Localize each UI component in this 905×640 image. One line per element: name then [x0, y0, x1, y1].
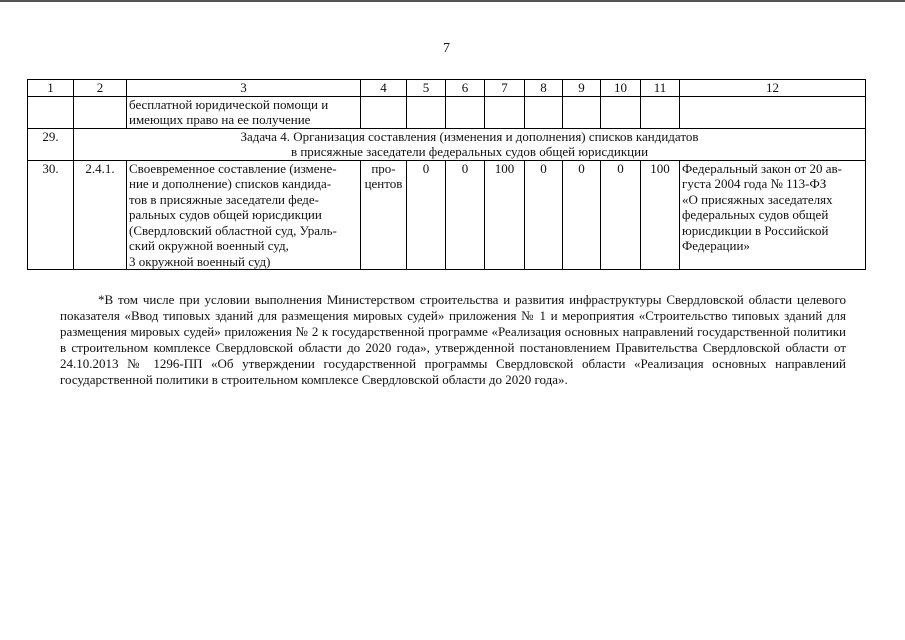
text-line: Федерации»: [682, 238, 750, 253]
table-row-task: [28, 128, 866, 160]
text-line: ский окружной военный суд,: [129, 238, 289, 253]
footnote: [60, 292, 846, 388]
footnote-text: *В том числе при условии выполнения Министерством строительства и развития инфраструктуры Свердловской области целевого показателя «Ввод типовых зданий для размещения мировых судей» приложения № 1 и мероприятия «Строительство типовых зданий для размещения мировых судей» приложения № 2 к государственной программе «Реализация основных направлений государственной политики в строительном комплексе Свердловской области до 2020 года», утвержденной постановлением Правительства Свердловской области от 24.10.2013 № 1296-ПП «Об утверждении государственной программы Свердловской области «Реализация основных направлений государственной политики в строительном комплексе Свердловской области до 2020 года».: [60, 292, 847, 387]
value-cell: 100: [641, 160, 680, 270]
targets-table: [27, 79, 866, 270]
header-cell: 11: [641, 80, 680, 97]
text-line: центов: [364, 176, 403, 191]
legal-source-cell: [680, 160, 866, 270]
header-cell: 5: [407, 80, 446, 97]
header-cell: 4: [361, 80, 407, 97]
text-line: имеющих право на ее получение: [129, 112, 311, 127]
text-line: про-: [371, 160, 396, 176]
header-cell: 9: [563, 80, 601, 97]
activity-name-cell: [127, 160, 361, 270]
table-header-row: [28, 80, 866, 97]
continuation-name-cell: [127, 96, 361, 128]
value-cell: 0: [563, 160, 601, 270]
table-row-continuation: [28, 96, 866, 128]
value-cell: 0: [407, 160, 446, 270]
row-code-cell: 2.4.1.: [74, 160, 127, 270]
task-title-cell: [74, 128, 866, 160]
header-cell: 12: [680, 80, 866, 97]
text-line: бесплатной юридической помощи и: [129, 96, 329, 112]
text-line: ние и дополнение) списков кандида-: [129, 176, 332, 191]
value-cell: 0: [446, 160, 485, 270]
text-line: (Свердловский областной суд, Ураль-: [129, 222, 337, 238]
text-line: юрисдикции в Российской: [682, 222, 829, 238]
header-cell: 10: [601, 80, 641, 97]
text-line: «О присяжных заседателях: [682, 191, 833, 207]
header-cell: 8: [525, 80, 563, 97]
text-line: тов в присяжные заседатели феде-: [129, 191, 320, 207]
header-cell: 1: [28, 80, 74, 97]
value-cell: 0: [601, 160, 641, 270]
value-cell: 100: [485, 160, 525, 270]
text-line: федеральных судов общей: [682, 207, 829, 222]
text-line: Своевременное составление (измене-: [129, 160, 337, 176]
unit-cell: [361, 160, 407, 270]
value-cell: 0: [525, 160, 563, 270]
header-cell: 7: [485, 80, 525, 97]
top-border-line: [0, 0, 905, 2]
text-line: Федеральный закон от 20 ав-: [682, 160, 842, 176]
header-cell: 6: [446, 80, 485, 97]
page-number: 7: [443, 41, 450, 56]
text-line: в присяжные заседатели федеральных судов общей юрисдикции: [290, 144, 649, 159]
text-line: ральных судов общей юрисдикции: [129, 207, 322, 222]
text-line: густа 2004 года № 113-ФЗ: [682, 176, 827, 191]
table-row-30: [28, 160, 866, 270]
text-line: 3 окружной военный суд): [129, 253, 271, 269]
header-cell: 2: [74, 80, 127, 97]
row-number-cell: 30.: [28, 160, 74, 270]
text-line: Задача 4. Организация составления (изменения и дополнения) списков кандидатов: [240, 128, 699, 144]
row-number-cell: 29.: [28, 128, 74, 160]
header-cell: 3: [127, 80, 361, 97]
